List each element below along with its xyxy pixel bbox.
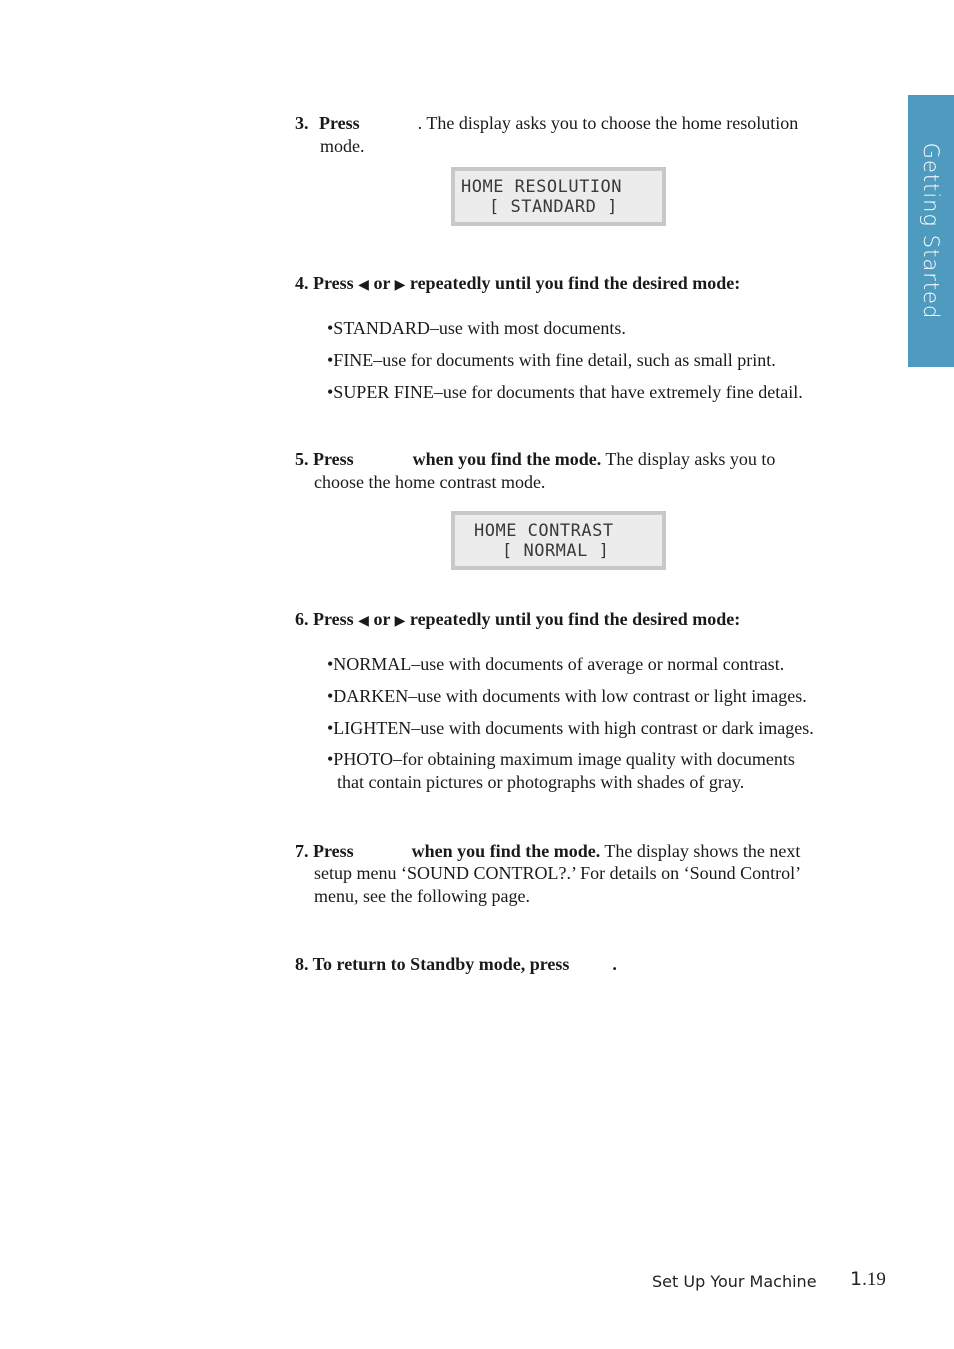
step-4-text: repeatedly until you find the desired mode:	[409, 273, 741, 293]
list-item: •STANDARD–use with most documents.	[327, 318, 626, 338]
lcd-line-1: HOME CONTRAST	[474, 521, 614, 541]
step-7-line2: setup menu ‘SOUND CONTROL?.’ For details on ‘Sound Control’	[314, 863, 802, 883]
step-8-text: 8. To return to Standby mode, press	[295, 954, 570, 974]
step-7-text: The display shows the next	[604, 841, 801, 861]
step-5-line2: choose the home contrast mode.	[314, 472, 546, 492]
step-3-text: . The display asks you to choose the home resolution	[417, 113, 799, 133]
step-5-press: 5. Press	[295, 449, 354, 469]
step-3-number: 3.	[295, 113, 309, 133]
list-item: •PHOTO–for obtaining maximum image quality with documents	[327, 749, 795, 769]
step-3-press: Press	[319, 113, 360, 133]
list-item: •DARKEN–use with documents with low contrast or light images.	[327, 686, 807, 706]
lcd-display-contrast	[451, 511, 666, 570]
step-6	[295, 608, 740, 633]
page-suffix: .19	[862, 1269, 886, 1290]
step-5	[295, 448, 775, 471]
list-item: •LIGHTEN–use with documents with high contrast or dark images.	[327, 718, 814, 738]
step-7-bold: when you find the mode.	[411, 841, 601, 861]
right-arrow-icon: ▶	[394, 277, 406, 293]
step-7-press: 7. Press	[295, 841, 354, 861]
step-8	[295, 953, 617, 976]
step-5-text: The display asks you to	[605, 449, 776, 469]
left-arrow-icon: ◀	[358, 613, 369, 629]
page-number	[850, 1268, 886, 1291]
step-4-or: or	[373, 273, 391, 293]
step-3-line2: mode.	[320, 136, 365, 156]
lcd-line-2: [ STANDARD ]	[489, 197, 618, 217]
step-3	[295, 112, 798, 135]
list-item: •SUPER FINE–use for documents that have extremely fine detail.	[327, 382, 803, 402]
step-7-line3: menu, see the following page.	[314, 886, 530, 906]
list-item-continued: that contain pictures or photographs with shades of gray.	[337, 772, 745, 792]
lcd-line-2: [ NORMAL ]	[502, 541, 610, 561]
section-tab	[908, 95, 954, 367]
step-6-press: 6. Press	[295, 609, 354, 629]
step-4	[295, 272, 740, 297]
lcd-display-resolution	[451, 167, 666, 226]
step-5-bold: when you find the mode.	[412, 449, 602, 469]
chapter-number: 1	[850, 1268, 863, 1290]
left-arrow-icon: ◀	[358, 277, 369, 293]
step-4-press: 4. Press	[295, 273, 354, 293]
step-6-or: or	[373, 609, 391, 629]
footer-section-title: Set Up Your Machine	[652, 1272, 817, 1291]
step-8-dot: .	[612, 954, 617, 974]
lcd-line-1: HOME RESOLUTION	[461, 177, 623, 197]
right-arrow-icon: ▶	[394, 613, 406, 629]
step-7	[295, 840, 800, 863]
step-6-text: repeatedly until you find the desired mode:	[409, 609, 741, 629]
list-item: •NORMAL–use with documents of average or normal contrast.	[327, 654, 785, 674]
section-tab-label: Getting Started	[919, 142, 943, 320]
list-item: •FINE–use for documents with fine detail, such as small print.	[327, 350, 776, 370]
